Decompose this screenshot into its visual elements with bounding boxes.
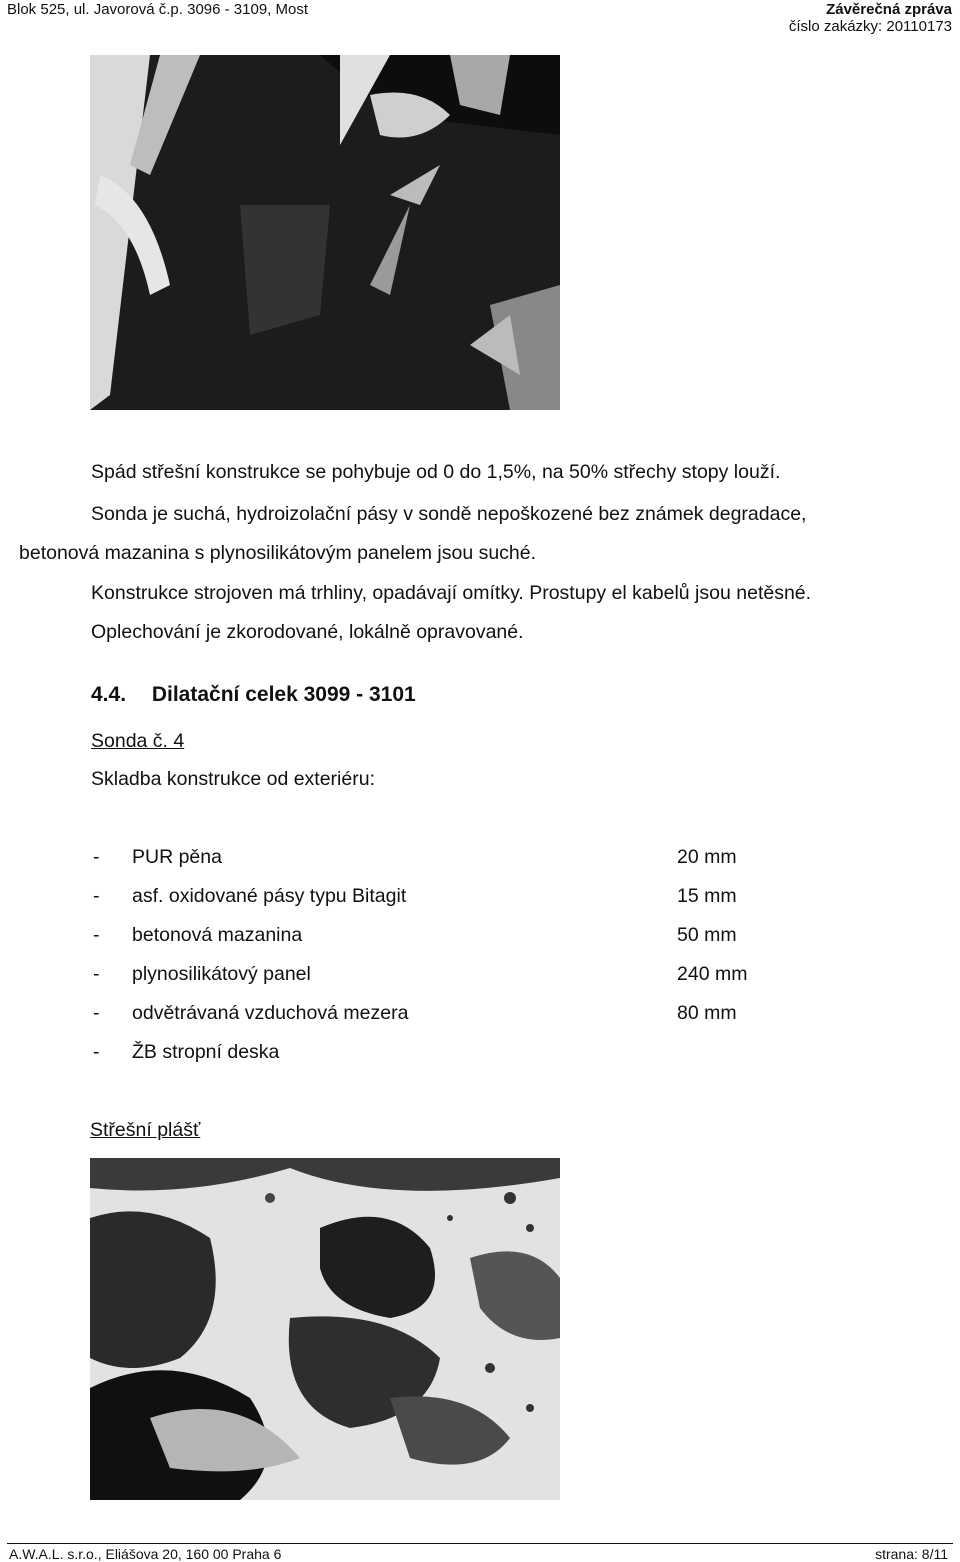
roof-membrane-heading: Střešní plášť (90, 1119, 201, 1141)
layer-name: ŽB stropní deska (132, 1041, 280, 1063)
section-heading (91, 683, 416, 707)
layer-thickness: 15 mm (677, 885, 737, 907)
header-order-number: číslo zakázky: 20110173 (788, 18, 952, 35)
paragraph-slope: Spád střešní konstrukce se pohybuje od 0 do 1,5%, na 50% střechy stopy louží. (91, 461, 781, 483)
layer-row (91, 846, 791, 885)
layer-thickness: 50 mm (677, 924, 737, 946)
composition-heading: Skladba konstrukce od exteriéru: (91, 768, 375, 790)
layer-row (91, 1041, 791, 1080)
layer-bullet: - (93, 1002, 100, 1024)
paragraph-machine-rooms: Konstrukce strojoven má trhliny, opadávají omítky. Prostupy el kabelů jsou netěsné. (91, 582, 812, 604)
section-title: Dilatační celek 3099 - 3101 (151, 683, 416, 706)
layer-thickness: 240 mm (677, 963, 748, 985)
footer-page-number: strana: 8/11 (875, 1546, 948, 1562)
footer-divider (7, 1543, 953, 1544)
layer-name: plynosilikátový panel (132, 963, 311, 985)
layer-thickness: 80 mm (677, 1002, 737, 1024)
paragraph-probe-dry: Sonda je suchá, hydroizolační pásy v sondě nepoškozené bez známek degradace, (91, 503, 807, 525)
header-right (789, 1, 952, 35)
photo-roof-membrane-image (90, 1158, 560, 1500)
layer-bullet: - (93, 963, 100, 985)
photo-roof-detail (90, 55, 560, 410)
photo-roof-detail-image (90, 55, 560, 410)
layer-bullet: - (93, 924, 100, 946)
probe-heading: Sonda č. 4 (91, 730, 185, 752)
header-project: Blok 525, ul. Javorová č.p. 3096 - 3109, Most (7, 1, 309, 18)
layer-thickness: 20 mm (677, 846, 737, 868)
paragraph-flashing: Oplechování je zkorodované, lokálně opravované. (91, 621, 524, 643)
layer-bullet: - (93, 1041, 100, 1063)
layer-bullet: - (93, 846, 100, 868)
layer-row (91, 924, 791, 963)
layer-row (91, 885, 791, 924)
section-number: 4.4. (91, 683, 127, 706)
layer-row (91, 1002, 791, 1041)
layer-list (91, 846, 791, 1080)
layer-name: odvětrávaná vzduchová mezera (132, 1002, 409, 1024)
footer-company: A.W.A.L. s.r.o., Eliášova 20, 160 00 Praha 6 (9, 1546, 282, 1562)
photo-roof-membrane (90, 1158, 560, 1500)
layer-row (91, 963, 791, 1002)
layer-bullet: - (93, 885, 100, 907)
header-report-title: Závěrečná zpráva (826, 1, 952, 18)
layer-name: betonová mazanina (132, 924, 303, 946)
paragraph-screed: betonová mazanina s plynosilikátovým panelem jsou suché. (19, 542, 537, 564)
layer-name: asf. oxidované pásy typu Bitagit (132, 885, 407, 907)
layer-name: PUR pěna (132, 846, 222, 868)
